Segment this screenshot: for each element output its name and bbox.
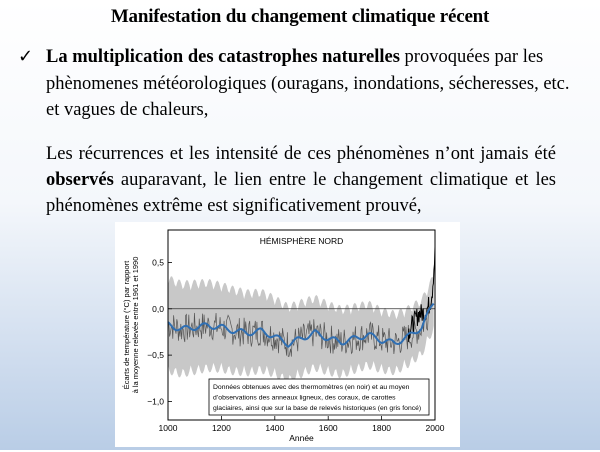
bullet-point — [18, 44, 576, 124]
y-axis-label-line-1: Écarts de température (°C) par rapport — [122, 260, 131, 390]
bullet-text: provoquées par les phènomenes météorologiques (ouragans, inondations, sécheresses, etc. et vagues de chaleurs, — [46, 47, 570, 120]
slide-title: Manifestation du changement climatique récent — [110, 6, 490, 27]
x-tick-label: 1600 — [318, 423, 338, 433]
y-tick-label: −0,5 — [147, 350, 164, 361]
x-axis-label: Année — [289, 433, 314, 443]
x-tick-label: 1000 — [158, 423, 178, 433]
y-tick-label: 0,0 — [152, 303, 164, 314]
paragraph-part-1: Les récurrences et les intensité de ces phénomènes n’ont jamais été — [46, 144, 556, 164]
y-axis-label-line-2: à la moyenne relevée entre 1961 et 1990 — [131, 256, 140, 394]
paragraph-part-2: auparavant, le lien entre le changement climatique et les phénomènes extrême est significativement prouvé, — [46, 170, 556, 216]
bullet-bold-lead: La multiplication des catastrophes naturelles — [46, 47, 400, 67]
y-tick-label: 0,5 — [152, 257, 164, 268]
temperature-chart-svg — [115, 222, 460, 447]
x-tick-label: 2000 — [425, 423, 445, 433]
checkmark-icon: ✓ — [18, 46, 34, 67]
chart-title: HÉMISPHÈRE NORD — [259, 236, 344, 246]
x-tick-label: 1400 — [265, 423, 285, 433]
x-tick-label: 1200 — [211, 423, 231, 433]
x-tick-label: 1800 — [372, 423, 392, 433]
body-paragraph — [46, 141, 556, 219]
legend-text-line: Données obtenues avec des thermomètres (en noir) et au moyen — [213, 384, 410, 391]
y-tick-label: −1,0 — [147, 396, 164, 407]
legend-text-line: glaciaires, ainsi que sur la base de relevés historiques (en gris foncé) — [213, 405, 422, 412]
paragraph-bold-word: observés — [46, 170, 114, 190]
temperature-chart — [115, 222, 460, 447]
legend-text-line: d’observations des anneaux ligneux, des coraux, de carottes — [213, 394, 396, 402]
